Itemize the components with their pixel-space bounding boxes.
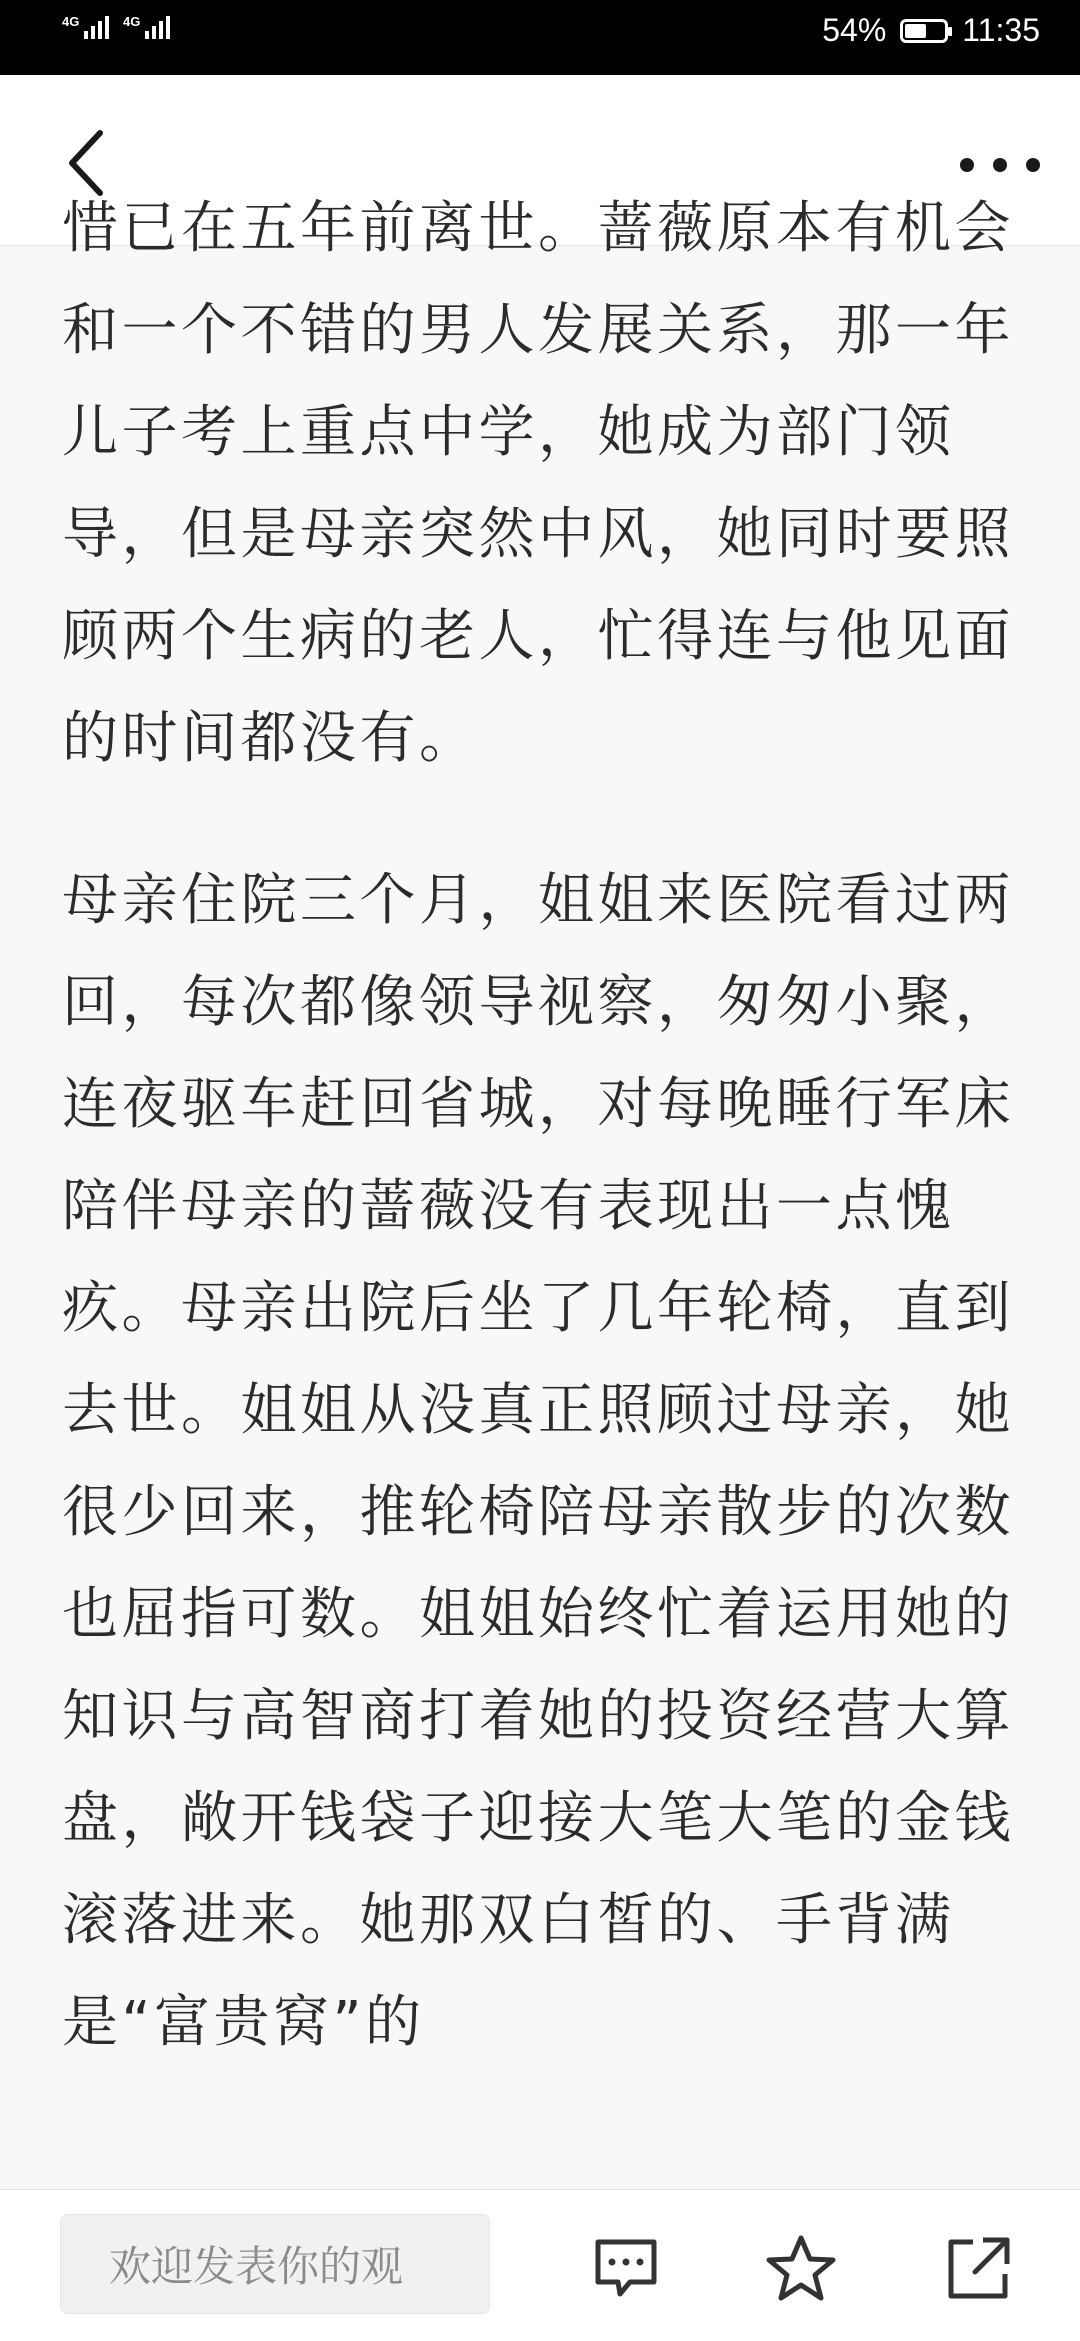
share-icon <box>943 2232 1015 2304</box>
star-icon <box>765 2232 837 2304</box>
article-paragraph: 惜已在五年前离世。蔷薇原本有机会和一个不错的男人发展关系，那一年儿子考上重点中学，她成为部门领导，但是母亲突然中风，她同时要照顾两个生病的老人，忙得连与他见面的时间都没有。 <box>62 196 1014 771</box>
status-bar <box>0 0 1080 75</box>
comment-placeholder: 欢迎发表你的观 <box>109 2242 404 2291</box>
comment-button[interactable] <box>590 2232 662 2304</box>
battery-percent: 54% <box>822 12 887 48</box>
favorite-button[interactable] <box>765 2232 837 2304</box>
article-content[interactable] <box>0 196 1080 2189</box>
signal-indicators <box>62 16 170 39</box>
more-dot <box>1026 158 1040 172</box>
bottom-action-bar <box>0 2189 1080 2341</box>
article-body <box>62 178 1022 2074</box>
battery-icon <box>900 19 948 43</box>
signal-strength-icon <box>62 16 109 39</box>
network-type-label: 4G <box>123 14 141 29</box>
article-paragraph: 母亲住院三个月，姐姐来医院看过两回，每次都像领导视察，匆匆小聚，连夜驱车赶回省城，对每晚睡行军床陪伴母亲的蔷薇没有表现出一点愧疚。母亲出院后坐了几年轮椅，直到去世。姐姐从没真正照顾过母亲，她很少回来，推轮椅陪母亲散步的次数也屈指可数。姐姐始终忙着运用她的知识与高智商打着她的投资经营大算盘，敞开钱袋子迎接大笔大笔的金钱滚落进来。她那双白皙的、手背满是“富贵窝”的 <box>62 868 1014 2055</box>
share-button[interactable] <box>943 2232 1015 2304</box>
battery-fill <box>905 24 926 38</box>
comment-icon <box>590 2232 662 2304</box>
status-right <box>822 12 1040 49</box>
network-type-label: 4G <box>62 14 80 29</box>
more-dots-icon <box>960 158 974 172</box>
signal-strength-icon <box>123 16 170 39</box>
comment-input[interactable] <box>60 2214 490 2314</box>
more-dot <box>993 158 1007 172</box>
clock: 11:35 <box>962 12 1040 48</box>
